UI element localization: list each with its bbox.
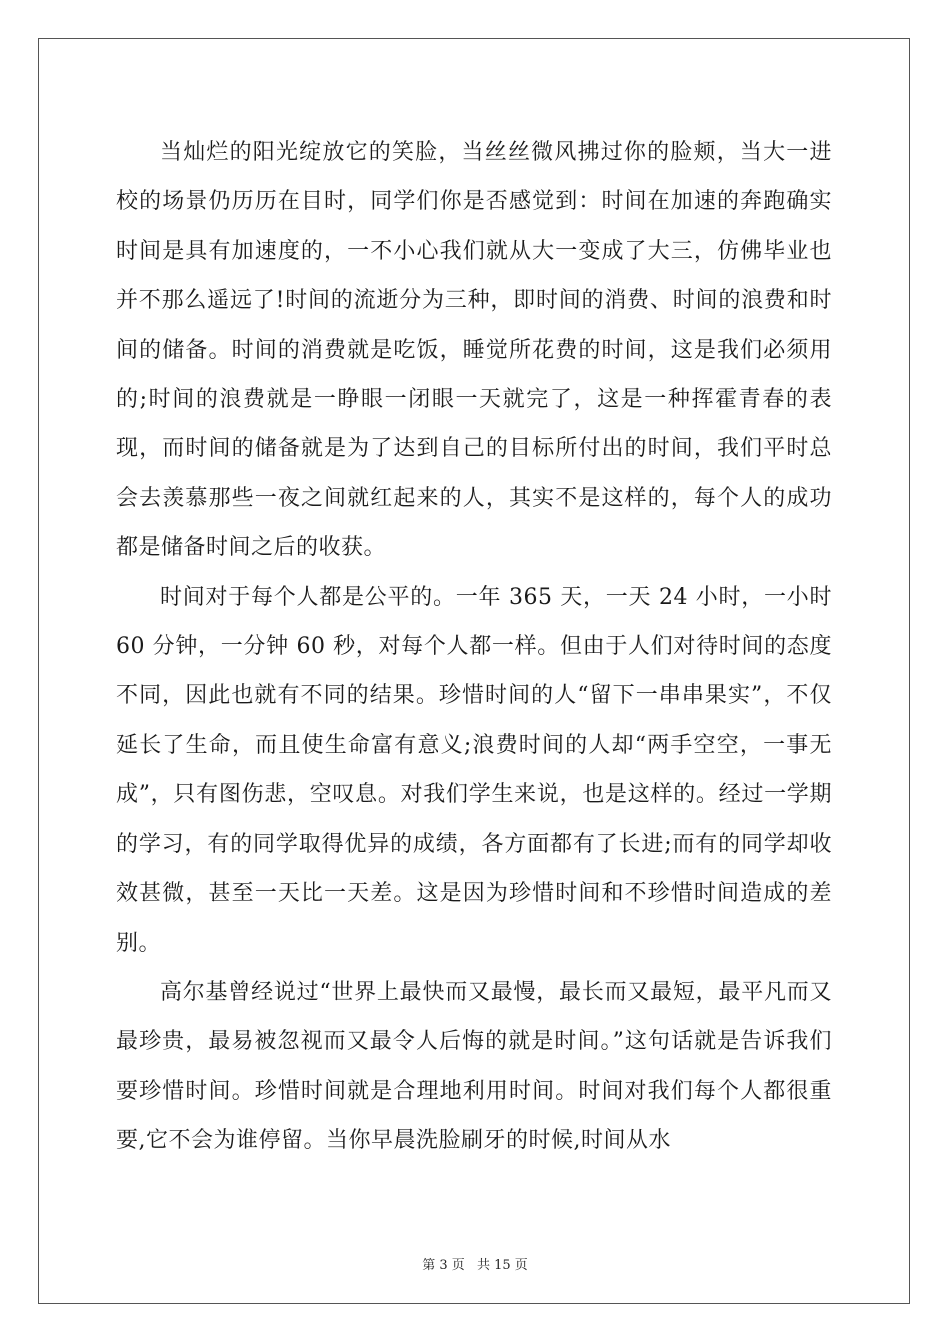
document-body bbox=[116, 128, 832, 1166]
page-footer bbox=[0, 1254, 950, 1273]
paragraph-1: 当灿烂的阳光绽放它的笑脸，当丝丝微风拂过你的脸颊，当大一进校的场景仍历历在目时，同学们你是否感觉到：时间在加速的奔跑确实时间是具有加速度的，一不小心我们就从大一变成了大三，仿佛毕业也并不那么遥远了!时间的流逝分为三种，即时间的消费、时间的浪费和时间的储备。时间的消费就是吃饭，睡觉所花费的时间，这是我们必须用的;时间的浪费就是一睁眼一闭眼一天就完了，这是一种挥霍青春的表现，而时间的储备就是为了达到自己的目标所付出的时间，我们平时总会去羡慕那些一夜之间就红起来的人，其实不是这样的，每个人的成功都是储备时间之后的收获。 bbox=[116, 140, 832, 561]
page-number-current: 第 3 页 bbox=[422, 1258, 465, 1273]
paragraph-2: 时间对于每个人都是公平的。一年 365 天，一天 24 小时，一小时 60 分钟，一分钟 60 秒，对每个人都一样。但由于人们对待时间的态度不同，因此也就有不同的结果。珍惜时间的人“留下一串串果实”，不仅延长了生命，而且使生命富有意义;浪费时间的人却“两手空空，一事无成”，只有图伤悲，空叹息。对我们学生来说，也是这样的。经过一学期的学习，有的同学取得优异的成绩，各方面都有了长进;而有的同学却收效甚微，甚至一天比一天差。这是因为珍惜时间和不珍惜时间造成的差别。 bbox=[116, 584, 832, 956]
page-number-total: 共 15 页 bbox=[476, 1258, 528, 1273]
paragraph-3: 高尔基曾经说过“世界上最快而又最慢，最长而又最短，最平凡而又最珍贵，最易被忽视而又最令人后悔的就是时间。”这句话就是告诉我们要珍惜时间。珍惜时间就是合理地利用时间。时间对我们每个人都很重要,它不会为谁停留。当你早晨洗脸刷牙的时候,时间从水 bbox=[116, 979, 832, 1154]
